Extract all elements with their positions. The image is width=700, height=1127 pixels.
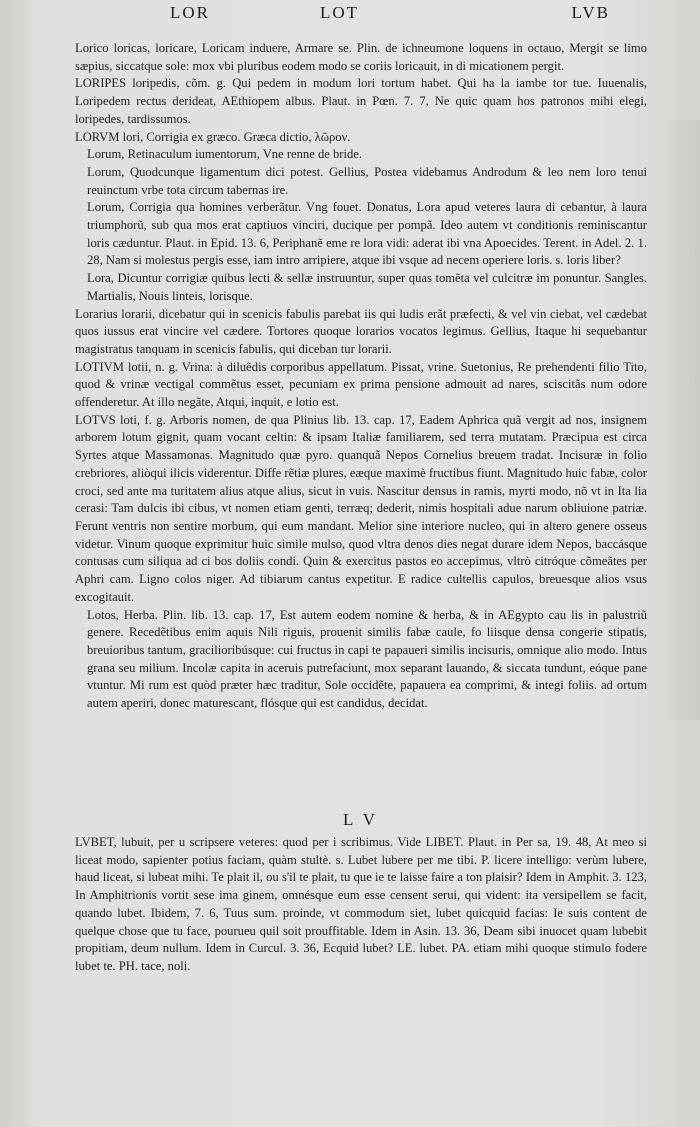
- entry-lotus: LOTVS loti, f. g. Arboris nomen, de qua Plinius lib. 13. cap. 17, Eadem Aphrica quã vergit ad nos, insignem arborem lotum gignit, quam vocant celtin: & ipsam Italiæ familiarem, sed terra mutatam. Præcipua est circa Syrtes atque Massamonas. Magnitudo quæ pyro. quanquã Nepos Cornelius breuem tradat. Incisuræ in folio crebriores, aliòqui ilicis viderentur. Diffe rẽtiæ plures, eæque maximè fructibus fiunt. Magnitudo huic fabæ, color croci, sed ante ma turitatem alius atque alius, sicut in vuis. Nascitur densus in ramis, myrti modo, nõ vt in Ita lia cerasi: Tam dulcis ibi cibus, vt nomen etiam genti, terræq; dederit, nimis hospitali adue narum obliuione patriæ. Ferunt ventris non sentire morbum, qui eum mandant. Melior sine interiore nucleo, qui in altero genere osseus videtur. Vinum quoque exprimitur huic simile mulso, quod vltra denos dies negat durare idem Nepos, baccásque contusas cum siliqua ad ci bos doliis condi. Quin & exercitus pastos eo accepimus, vltrò citróque cõmeãtes per Aphri cam. Ligno colos niger. Ad tibiarum cantus expetitur. E radice cultellis capulos, breuesque alios vsus excogitauit.: [75, 412, 647, 604]
- subentry-lorum-retinaculum: Lorum, Retinaculum iumentorum, Vne renne de bride.: [87, 147, 363, 162]
- running-head-middle: LOT: [320, 3, 360, 22]
- subentry-lora: Lora, Dicuntur corrigiæ quibus lecti & sellæ instruuntur, super quas tomẽta vel culcitræ im ponuntur. Sangles. Martialis, Nouis linteis, lorisque.: [87, 271, 647, 303]
- upper-text-column: [75, 40, 647, 713]
- entry-lubet: LVBET, lubuit, per u scripsere veteres: quod per i scribimus. Vide LIBET. Plaut. in Per sa, 19. 48, At meo si liceat modo, sapienter potius faciam, quàm stultè. s. Lubet lubere per me tibi. P. licere intelligo: verùm lubere, haud liceat, si lubeat mihi. Te plait il, ou s'il te plait, tu que ie te laisse faire a ton plaisir? Idem in Amphit. 3. 123, In Amphitrionis vortit sese ima ginem, omnésque eum esse censent serui, qui vident: ita versipellem se facit, quando lubet. Ibidem, 7. 6, Tuus sum. proinde, vt commodum siet, lubet quicquid facias: Ie suis content de quelque chose que tu face, pourueu quil soit prouffitable. Idem in Asin. 13. 36, Deam sibi inuocet quam lubebit propitiam, deum nullum. Idem in Curcul. 3. 36, Ecquid lubet? LE. lubet. PA. etiam mihi quoque stimulo fodere lubet te. PH. tace, noli.: [75, 835, 647, 973]
- page-edge-shadow: [666, 120, 700, 720]
- running-head-left: LOR: [170, 3, 210, 22]
- subentry-lotos-herba: Lotos, Herba. Plin. lib. 13. cap. 17, Est autem eodem nomine & herba, & in AEgypto cau lis in palustriũ genere. Recedẽtibus enim aquis Nili riguis, prouenit similis fabæ caule, fo liisque densa congerie stipatis, breuioribus tantum, gracilioribúsque: cui fructus in capi te papaueri similis incisuris, omnique alio modo. Intus grana seu milium. Incolæ capita in aceruis putrefaciunt, mox separant lauando, & siccata tundunt, eóque pane vtuntur. Mi rum est quòd præter hæc traditur, Sole occidẽte, papauera ea comprimi, & integi foliis. ad ortum autem aperiri, donec maturescant, flósque qui est candidus, decidat.: [87, 607, 647, 711]
- entry-lorum: LORVM lori, Corrigia ex græco. Græca dictio, λῶρον.: [75, 129, 351, 144]
- subentry-lorum-corrigia: Lorum, Corrigia qua homines verberãtur. Vng fouet. Donatus, Lora apud veteres laura di cebantur, à laura triumphorũ, sub qua mos erat captiuos vinciri, ducique per pompã. Ideo autem vt conditionis reminiscantur loris cæduntur. Plaut. in Epid. 13. 6, Periphanẽ eme re lora vidi: aderat ibi vna Apoecides. Terent. in Adel. 2. 1. 28, Nam si molestus pergis esse, iam intro arripiere, atque ibi vsque ad necem operiere loris. s. loris liber?: [87, 200, 647, 268]
- entry-lotium: LOTIVM lotii, n. g. Vrina: à diluẽdis corporibus appellatum. Pissat, vrine. Suetonius, Re prehendenti filio Tito, quod & vrinæ vectigal commẽtus esset, pecuniam ex prima pensione admouit ad nares, sciscitãs num odore offenderetur. At illo negãte, Atqui, inquit, e lotio est.: [75, 359, 647, 410]
- running-head-right: LVB: [571, 3, 610, 22]
- running-head: [170, 3, 610, 33]
- entry-lorico: Lorico loricas, loricare, Loricam induere, Armare se. Plin. de ichneumone loquens in octauo, Mergit se limo sæpius, siccatque sole: mox vbi pluribus eodem modo se coriis loricauit, in di micationem pergit.: [75, 41, 647, 73]
- subentry-lorum-ligamentum: Lorum, Quodcunque ligamentum dici potest. Gellius, Postea videbamus Androdum & leo nem loro tenui reuinctum vrbe tota circum tabernas ire.: [87, 164, 647, 197]
- entry-lorarius: Lorarius lorarii, dicebatur qui in scenicis fabulis parebat iis qui ludis erãt præfecti, & vel vin ciebat, vel cædebat quos iussus erat vincire vel cædere. Tortores quoque lorarios vocatos legimus. Gellius, Itaque hi sequebantur magistratus tanquam in scenicis fabulis, qui diceban tur lorarii.: [75, 306, 647, 356]
- lower-text-column: [75, 834, 647, 976]
- entry-loripes: LORIPES loripedis, cõm. g. Qui pedem in modum lori tortum habet. Qui ha la iambe tor tue. Iuuenalis, Loripedem rectus derideat, AEthiopem albus. Plaut. in Pœn. 7. 7, Ne quic quam hos patronos mihi elegi, loripedes, tardissumos.: [75, 76, 647, 126]
- section-heading-lu: L V: [343, 810, 378, 829]
